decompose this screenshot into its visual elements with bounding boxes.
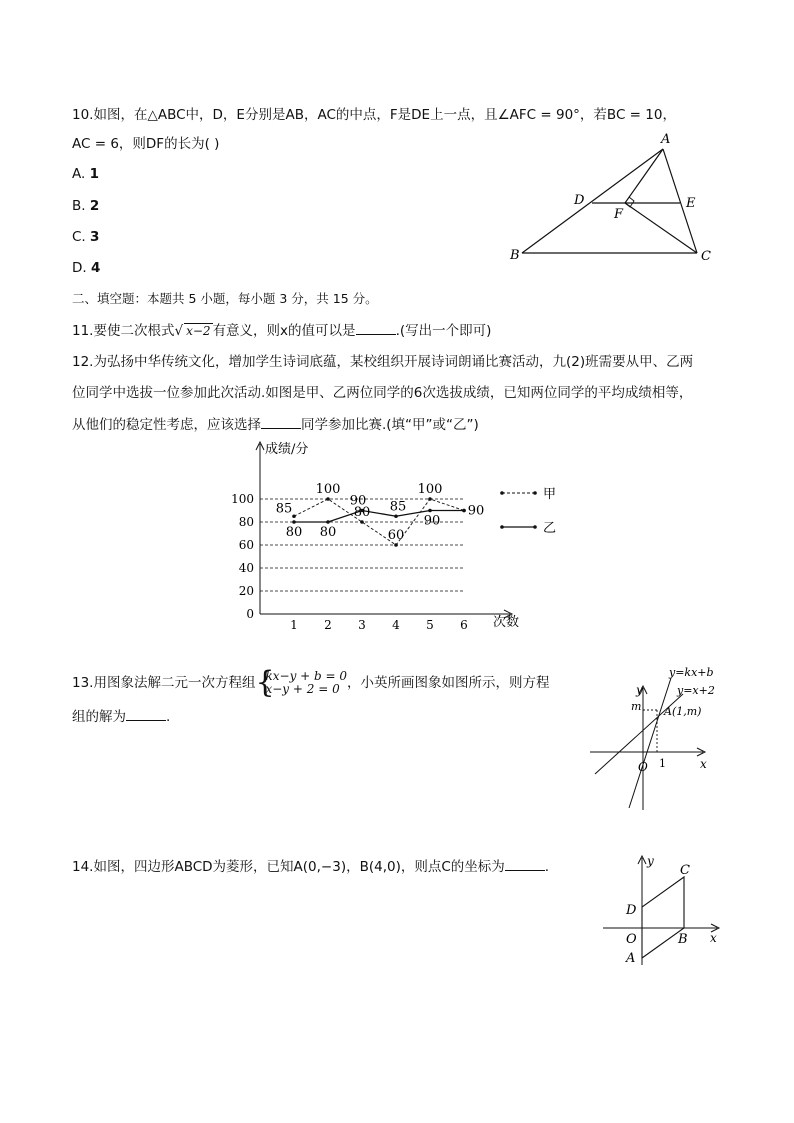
x-tick-label: 1 <box>290 618 298 632</box>
q10-triangle-figure <box>500 125 730 270</box>
q14-prefix: 14.如图，四边形ABCD为菱形，已知A(0,−3)，B(4,0)，则点C的坐标为 <box>72 859 505 875</box>
chart-xlabel: 次数 <box>493 615 520 630</box>
q14-suffix: . <box>544 859 550 875</box>
q14-answer-blank[interactable] <box>505 856 545 871</box>
q10-option-c[interactable] <box>72 227 99 247</box>
option-letter: C. <box>72 229 86 245</box>
data-point <box>462 509 466 513</box>
q12-answer-blank[interactable] <box>261 414 301 429</box>
legend-yi: 乙 <box>543 521 557 536</box>
data-label: 80 <box>353 505 371 520</box>
option-letter: A. <box>72 166 86 182</box>
q11-answer-blank[interactable] <box>356 320 396 335</box>
label-e: E <box>686 196 696 211</box>
label-one: 1 <box>659 757 666 770</box>
data-point <box>360 520 364 524</box>
q10-option-b[interactable] <box>72 196 99 216</box>
label-line1: y=kx+b <box>669 666 714 679</box>
data-point <box>428 497 432 501</box>
q13-graph-figure <box>585 660 725 820</box>
q13-prefix: 13.用图象法解二元一次方程组 <box>72 675 256 691</box>
data-point <box>292 514 296 518</box>
option-letter: B. <box>72 198 86 214</box>
q10-option-a[interactable] <box>72 164 99 184</box>
section-heading: 二、填空题：本题共 5 小题，每小题 3 分，共 15 分。 <box>72 291 378 306</box>
q12-line2: 位同学中选拔一位参加此次活动.如图是甲、乙两位同学的6次选拔成绩，已知两位同学的平均成绩相等， <box>72 385 693 401</box>
label-o: O <box>638 760 648 774</box>
q10-stem-line2: AC = 6，则DF的长为( ) <box>72 136 220 152</box>
label-x: x <box>710 931 717 945</box>
data-label: 90 <box>423 513 441 529</box>
sqrt-icon: √ <box>174 323 184 339</box>
brace-icon: { <box>255 665 275 700</box>
data-label: 85 <box>275 501 293 517</box>
q13-answer-blank[interactable] <box>126 706 166 721</box>
label-y: y <box>636 683 643 697</box>
label-point-a: A(1,m) <box>664 705 702 718</box>
x-tick-label: 3 <box>358 618 366 632</box>
q14-stem <box>72 856 549 877</box>
label-b: B <box>510 248 520 263</box>
data-label: 80 <box>319 525 337 540</box>
label-o: O <box>626 932 637 947</box>
label-c: C <box>680 863 690 878</box>
y-tick-label: 60 <box>238 538 254 552</box>
q11-suffix: 有意义，则x的值可以是 <box>212 323 356 339</box>
label-f: F <box>614 207 624 222</box>
data-point <box>326 520 330 524</box>
q13-line2 <box>72 706 170 727</box>
q11-tail: .(写出一个即可) <box>395 323 492 339</box>
option-value: 2 <box>89 198 100 214</box>
data-point <box>292 520 296 524</box>
data-label: 100 <box>315 482 341 497</box>
eq1: kx−y + b = 0 <box>265 669 348 683</box>
x-tick-label: 4 <box>392 618 400 632</box>
q12-line1: 12.为弘扬中华传统文化，增加学生诗词底蕴，某校组织开展诗词朗诵比赛活动，九(2)班需要从甲、乙两 <box>72 354 694 370</box>
q13-line2a: 组的解为 <box>72 709 126 725</box>
q10-stem-line1: 10.如图，在△ABC中，D，E分别是AB，AC的中点，F是DE上一点，且∠AFC = 90°，若BC = 10， <box>72 107 676 123</box>
x-tick-label: 5 <box>426 618 434 632</box>
y-tick-label: 20 <box>238 584 254 598</box>
label-y: y <box>647 854 654 868</box>
q13-line2b: . <box>166 709 171 725</box>
x-tick-label: 6 <box>460 618 468 632</box>
q14-rhombus-figure <box>595 850 730 975</box>
chart-ylabel: 成绩/分 <box>265 442 309 457</box>
label-line2: y=x+2 <box>677 684 715 697</box>
eq2: x−y + 2 = 0 <box>265 682 340 696</box>
data-point <box>326 497 330 501</box>
label-d: D <box>626 903 637 918</box>
y-tick-label: 0 <box>246 607 254 621</box>
q10-option-d[interactable] <box>72 258 100 278</box>
q11-prefix: 11.要使二次根式 <box>72 323 175 339</box>
q13-stem <box>72 665 550 700</box>
data-label: 90 <box>467 503 485 519</box>
data-label: 90 <box>349 493 367 509</box>
option-value: 1 <box>89 166 99 182</box>
q12-line3b: 同学参加比赛.(填“甲”或“乙”) <box>301 417 479 433</box>
x-tick-label: 2 <box>324 618 332 632</box>
q12-line3 <box>72 414 479 435</box>
legend <box>500 487 556 536</box>
score-line-chart <box>225 436 575 636</box>
label-b: B <box>678 932 688 947</box>
q12-line3a: 从他们的稳定性考虑，应该选择 <box>72 417 261 433</box>
option-value: 3 <box>90 229 100 245</box>
y-tick-label: 40 <box>238 561 254 575</box>
q11-radicand: x−2 <box>186 324 211 338</box>
data-label: 85 <box>389 499 407 515</box>
label-a: A <box>661 132 671 147</box>
label-x: x <box>700 757 707 771</box>
option-value: 4 <box>90 260 101 276</box>
q13-suffix: ，小英所画图象如图所示，则方程 <box>347 675 550 691</box>
data-point <box>394 543 398 547</box>
data-label: 60 <box>387 528 405 543</box>
data-label: 80 <box>285 525 303 540</box>
option-letter: D. <box>72 260 87 276</box>
label-c: C <box>701 249 711 264</box>
label-m: m <box>631 700 642 713</box>
legend-jia: 甲 <box>543 487 557 502</box>
data-point <box>428 509 432 513</box>
q11-stem <box>72 320 491 341</box>
label-d: D <box>574 193 585 208</box>
data-label: 100 <box>417 482 443 497</box>
equation-system <box>255 665 348 700</box>
data-point <box>394 514 398 518</box>
label-a: A <box>626 951 636 966</box>
y-tick-label: 100 <box>231 492 254 506</box>
y-tick-label: 80 <box>238 515 254 529</box>
